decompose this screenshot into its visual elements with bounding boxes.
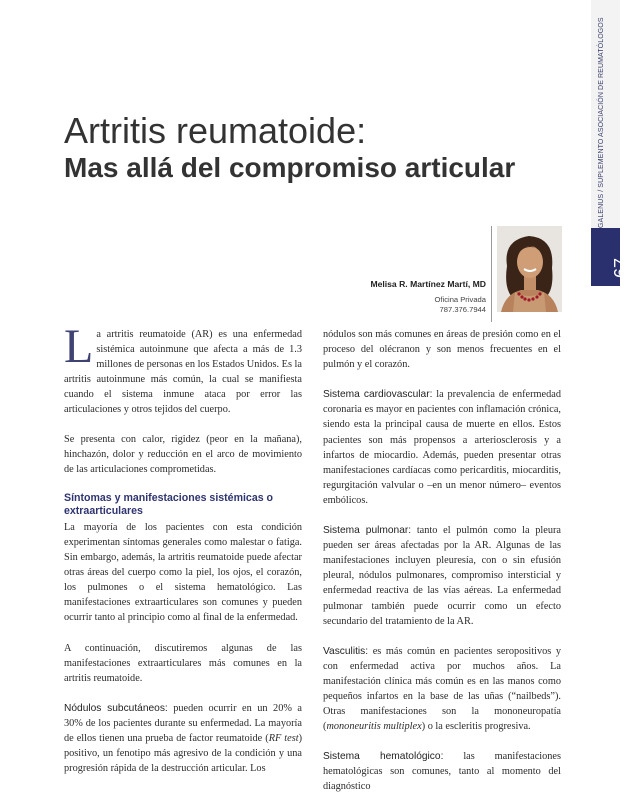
body-paragraph: Se presenta con calor, rigidez (peor en la mañana), hinchazón, dolor y reducción en el arco de movimiento de las articulaciones comprometidas. <box>64 433 302 475</box>
body-column-right <box>323 327 561 810</box>
subsection-lead: Vasculitis: <box>323 645 369 657</box>
author-divider <box>491 226 492 322</box>
hematologico-paragraph <box>323 749 561 794</box>
subsection-lead: Nódulos subcutáneos: <box>64 702 168 714</box>
paragraph-text: la prevalencia de enfermedad coronaria es mayor en pacientes con inflamación crónica, siendo esta la principal causa de muerte en ellos. Estos pacientes son más propensos a arteriosclerosis y a infartos de miocardio. Además, pueden presentar otras manifestaciones cardíacas como pericarditis, miocarditis, regurgitación valvular o –en un menor número– eventos embólicos. <box>323 389 561 506</box>
author-affiliation: Oficina Privada <box>434 295 486 304</box>
intro-text: a artritis reumatoide (AR) es una enfermedad sistémica autoinmune que afecta a más de 1.3 millones de personas en los Estados Unidos. Es la artritis autoinmune más común, la cual se manifiesta cuando el sistema inmune ataca por error las articulaciones y otros tejidos del cuerpo. <box>64 329 302 416</box>
paragraph-text: pueden ocurrir en un 20% a 30% de los pacientes durante su enfermedad. La mayoría de ellos tienen una prueba de factor reumatoide ( <box>64 702 303 744</box>
article-title: Artritis reumatoide: <box>64 110 367 151</box>
paragraph-text: las manifestaciones hematológicas son comunes, tanto al momento del diagnóstico <box>323 751 562 793</box>
author-affiliation-block <box>435 295 487 314</box>
body-paragraph: nódulos son más comunes en áreas de presión como en el proceso del olécranon y son menos frecuentes en el pulmón y el corazón. <box>323 329 561 371</box>
page-number: 67 <box>611 257 631 278</box>
paragraph-text: es más común en pacientes seropositivos y con enfermedad activa por muchos años. La manifestación clínica más común es en las manos como pequeños infartos en la base de las uñas (“nailbeds”). Otras manifestaciones son la mononeuropatía ( <box>323 645 561 733</box>
subsection-lead: Sistema pulmonar: <box>323 525 412 537</box>
author-phone: 787.376.7944 <box>439 304 486 314</box>
drop-cap: L <box>64 320 94 373</box>
vasculitis-paragraph <box>323 644 561 735</box>
body-paragraph: La mayoría de los pacientes con esta condición experimentan síntomas generales como malestar o fatiga. Sin embargo, además, la artritis reumatoide puede afectar otras áreas del cuerpo como la piel, los ojos, el corazón, los pulmones o el sistema hematológico. Las manifestaciones extraarticulares son comunes y pueden ocurrir tanto al principio como al final de la enfermedad. <box>64 521 302 624</box>
italic-term: mononeuritis multiplex <box>326 721 422 733</box>
italic-term: RF test <box>268 732 299 744</box>
author-photo <box>497 226 562 312</box>
section-heading: Síntomas y manifestaciones sistémicas o extraarticulares <box>64 491 274 517</box>
intro-paragraph <box>64 320 302 418</box>
nodulos-paragraph <box>64 701 302 776</box>
paragraph-text: ) positivo, un fenotipo más agresivo de la condición y una progresión rápida de la destrucción articular. Los <box>64 732 303 775</box>
journal-name: GALENUS <box>598 193 605 228</box>
subsection-lead: Sistema hematológico: <box>323 751 444 763</box>
cardio-paragraph <box>323 387 561 508</box>
author-name: Melisa R. Martínez Martí, MD <box>370 279 486 289</box>
pulmonar-paragraph <box>323 523 561 629</box>
header-separator: / <box>598 189 605 192</box>
article-subtitle: Mas allá del compromiso articular <box>64 152 516 183</box>
body-paragraph: A continuación, discutiremos algunas de las manifestaciones extraarticulares más comunes en la artritis reumatoide. <box>64 642 302 684</box>
running-header <box>598 17 605 228</box>
body-column-left <box>64 320 303 791</box>
subsection-lead: Sistema cardiovascular: <box>323 389 433 401</box>
paragraph-text: ) o la escleritis progresiva. <box>421 721 531 733</box>
paragraph-text: tanto el pulmón como la pleura pueden ser áreas afectadas por la AR. Algunas de las manifestaciones incluyen pleuresía, con o sin efusión pleural, nódulos pulmonares, compromiso intersticial y enfermedad reactiva de las vías aéreas. La enfermedad pulmonar también puede ocurrir como un efecto secundario del tratamiento de la AR. <box>323 525 561 627</box>
author-portrait-icon <box>497 226 562 312</box>
supplement-name: SUPLEMENTO ASOCIACIÓN DE REUMATÓLOGOS <box>598 17 605 188</box>
